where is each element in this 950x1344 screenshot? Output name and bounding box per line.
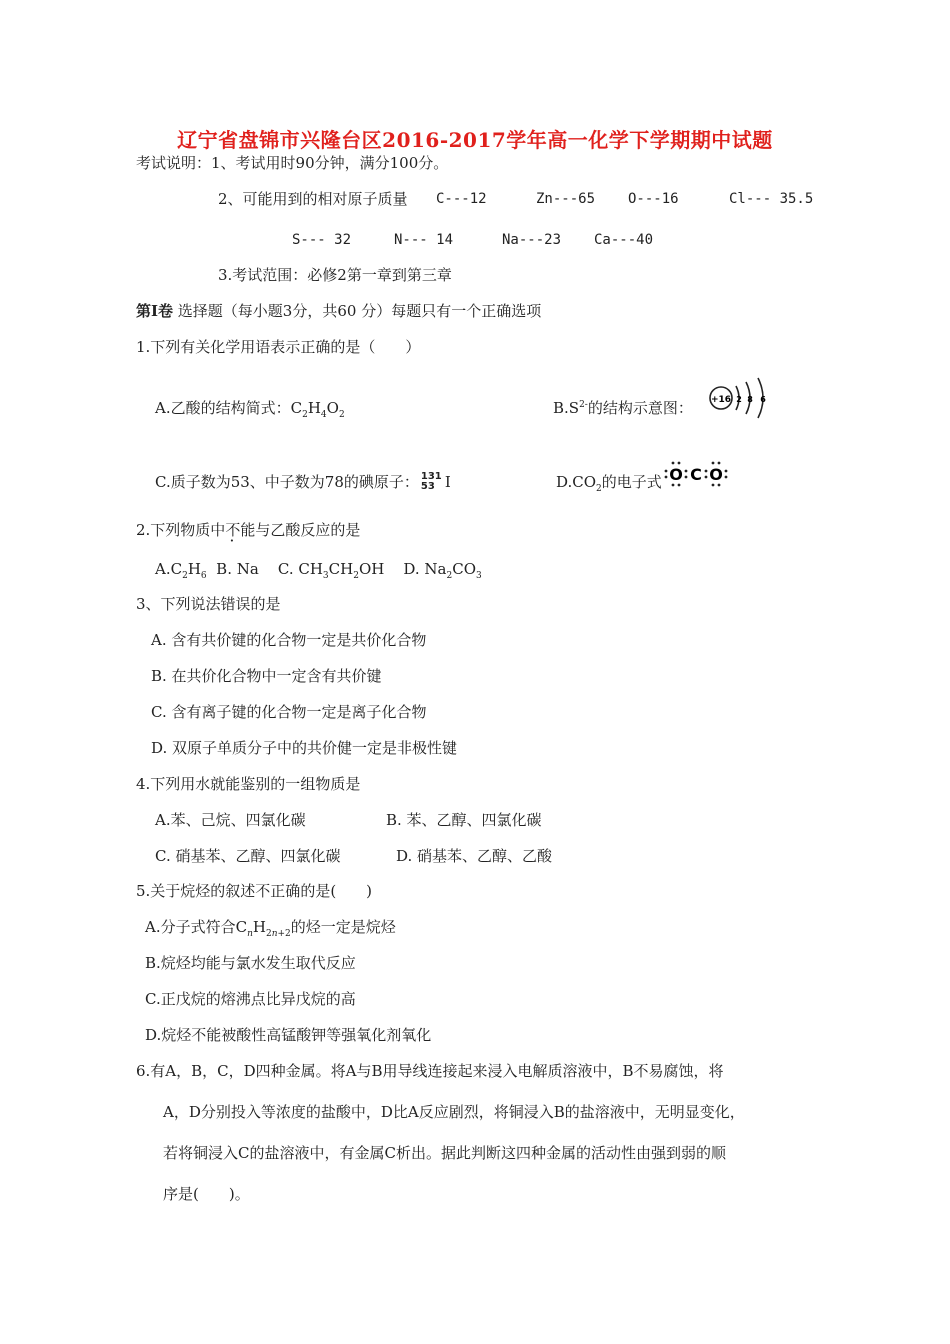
q1-stem: 1.下列有关化学用语表示正确的是（ ） <box>136 338 421 356</box>
section-note: 每题只有一个正确选项 <box>391 302 542 320</box>
electron-formula-atom-o2: O <box>709 465 723 484</box>
electron-formula-atom-o1: O <box>669 465 683 484</box>
q1-option-d: $D.CO_2$的电子式 <box>556 473 662 494</box>
instruction-line-2-prefix: 2、可能用到的相对原子质量 <box>218 190 408 208</box>
emphasis-not: 不 <box>225 521 241 539</box>
mass-ca: Ca---40 <box>594 232 654 248</box>
co2-electron-formula <box>664 460 728 488</box>
sulfide-ion-structure-diagram <box>706 376 772 420</box>
q5-option-a: A.分子式符合$C_nH_{2n+2}$的烃一定是烷烃 <box>145 918 396 939</box>
q3-option-d: D. 双原子单质分子中的共价健一定是非极性键 <box>151 739 458 757</box>
q3-option-c: C. 含有离子键的化合物一定是离子化合物 <box>151 703 427 721</box>
shell-count-3: 6 <box>760 395 766 404</box>
q4-option-b: B. 苯、乙醇、四氯化碳 <box>386 811 542 829</box>
nucleus-charge: +16 <box>710 395 732 405</box>
mass-c: C---12 <box>436 191 487 207</box>
section-label: 选择题（每小题3分，共60 分） <box>173 302 392 320</box>
q3-option-a: A. 含有共价键的化合物一定是共价化合物 <box>151 631 427 649</box>
q4-option-c: C. 硝基苯、乙醇、四氯化碳 <box>155 847 341 865</box>
section-name: 第Ⅰ卷 <box>136 302 174 320</box>
mass-cl: Cl--- 35.5 <box>729 191 814 207</box>
mass-zn: Zn---65 <box>536 191 596 207</box>
mass-s: S--- 32 <box>292 232 352 248</box>
q6-line-1: 6.有A，B，C，D四种金属。将A与B用导线连接起来浸入电解质溶液中，B不易腐蚀，将 <box>136 1062 724 1080</box>
mass-o: O---16 <box>628 191 679 207</box>
q2-options: $A.C_2H_6$ B. Na C. $CH_3CH_2OH$ D. $Na_2CO_3$ <box>155 560 482 581</box>
instruction-line-3: 3.考试范围：必修2第一章到第三章 <box>218 266 452 284</box>
q1-option-b: $B.S^{2-}$的结构示意图： <box>553 399 693 417</box>
instruction-line-2 <box>218 189 408 209</box>
q1-option-a: A.乙酸的结构简式：$C_2H_4O_2$ <box>155 399 345 420</box>
q4-option-d: D. 硝基苯、乙醇、乙酸 <box>396 847 553 865</box>
q4-stem: 4.下列用水就能鉴别的一组物质是 <box>136 775 361 793</box>
q6-line-3: 若将铜浸入C的盐溶液中，有金属C析出。据此判断这四种金属的活动性由强到弱的顺 <box>163 1144 726 1162</box>
iodine-nuclide-notation: 131 53 <box>420 471 442 492</box>
q4-option-a: A.苯、己烷、四氯化碳 <box>155 811 306 829</box>
q3-stem: 3、下列说法错误的是 <box>136 595 281 613</box>
electron-formula-atom-c: C <box>690 465 702 484</box>
q6-line-2: A，D分别投入等浓度的盐酸中，D比A反应剧烈，将铜浸入B的盐溶液中，无明显变化， <box>163 1103 745 1121</box>
q6-line-4: 序是( )。 <box>163 1185 250 1203</box>
mass-n: N--- 14 <box>394 232 454 248</box>
q1-option-c: C.质子数为53、中子数为78的碘原子： 131 53 I <box>155 471 451 492</box>
section-header <box>136 301 541 321</box>
q5-option-b: B.烷烃均能与氯水发生取代反应 <box>145 954 356 972</box>
instruction-line-1: 考试说明：1、考试用时90分钟，满分100分。 <box>136 154 449 172</box>
q2-stem: 2.下列物质中不能与乙酸反应的是 <box>136 521 361 539</box>
page-title: 辽宁省盘锦市兴隆台区2016-2017学年高一化学下学期期中试题 <box>177 128 773 152</box>
mass-na: Na---23 <box>502 232 562 248</box>
q3-option-b: B. 在共价化合物中一定含有共价键 <box>151 667 382 685</box>
shell-count-2: 8 <box>747 395 753 404</box>
q5-option-c: C.正戊烷的熔沸点比异戊烷的高 <box>145 990 356 1008</box>
q5-option-d: D.烷烃不能被酸性高锰酸钾等强氧化剂氧化 <box>145 1026 432 1044</box>
shell-count-1: 2 <box>736 395 742 404</box>
q5-stem: 5.关于烷烃的叙述不正确的是( ) <box>136 882 373 900</box>
